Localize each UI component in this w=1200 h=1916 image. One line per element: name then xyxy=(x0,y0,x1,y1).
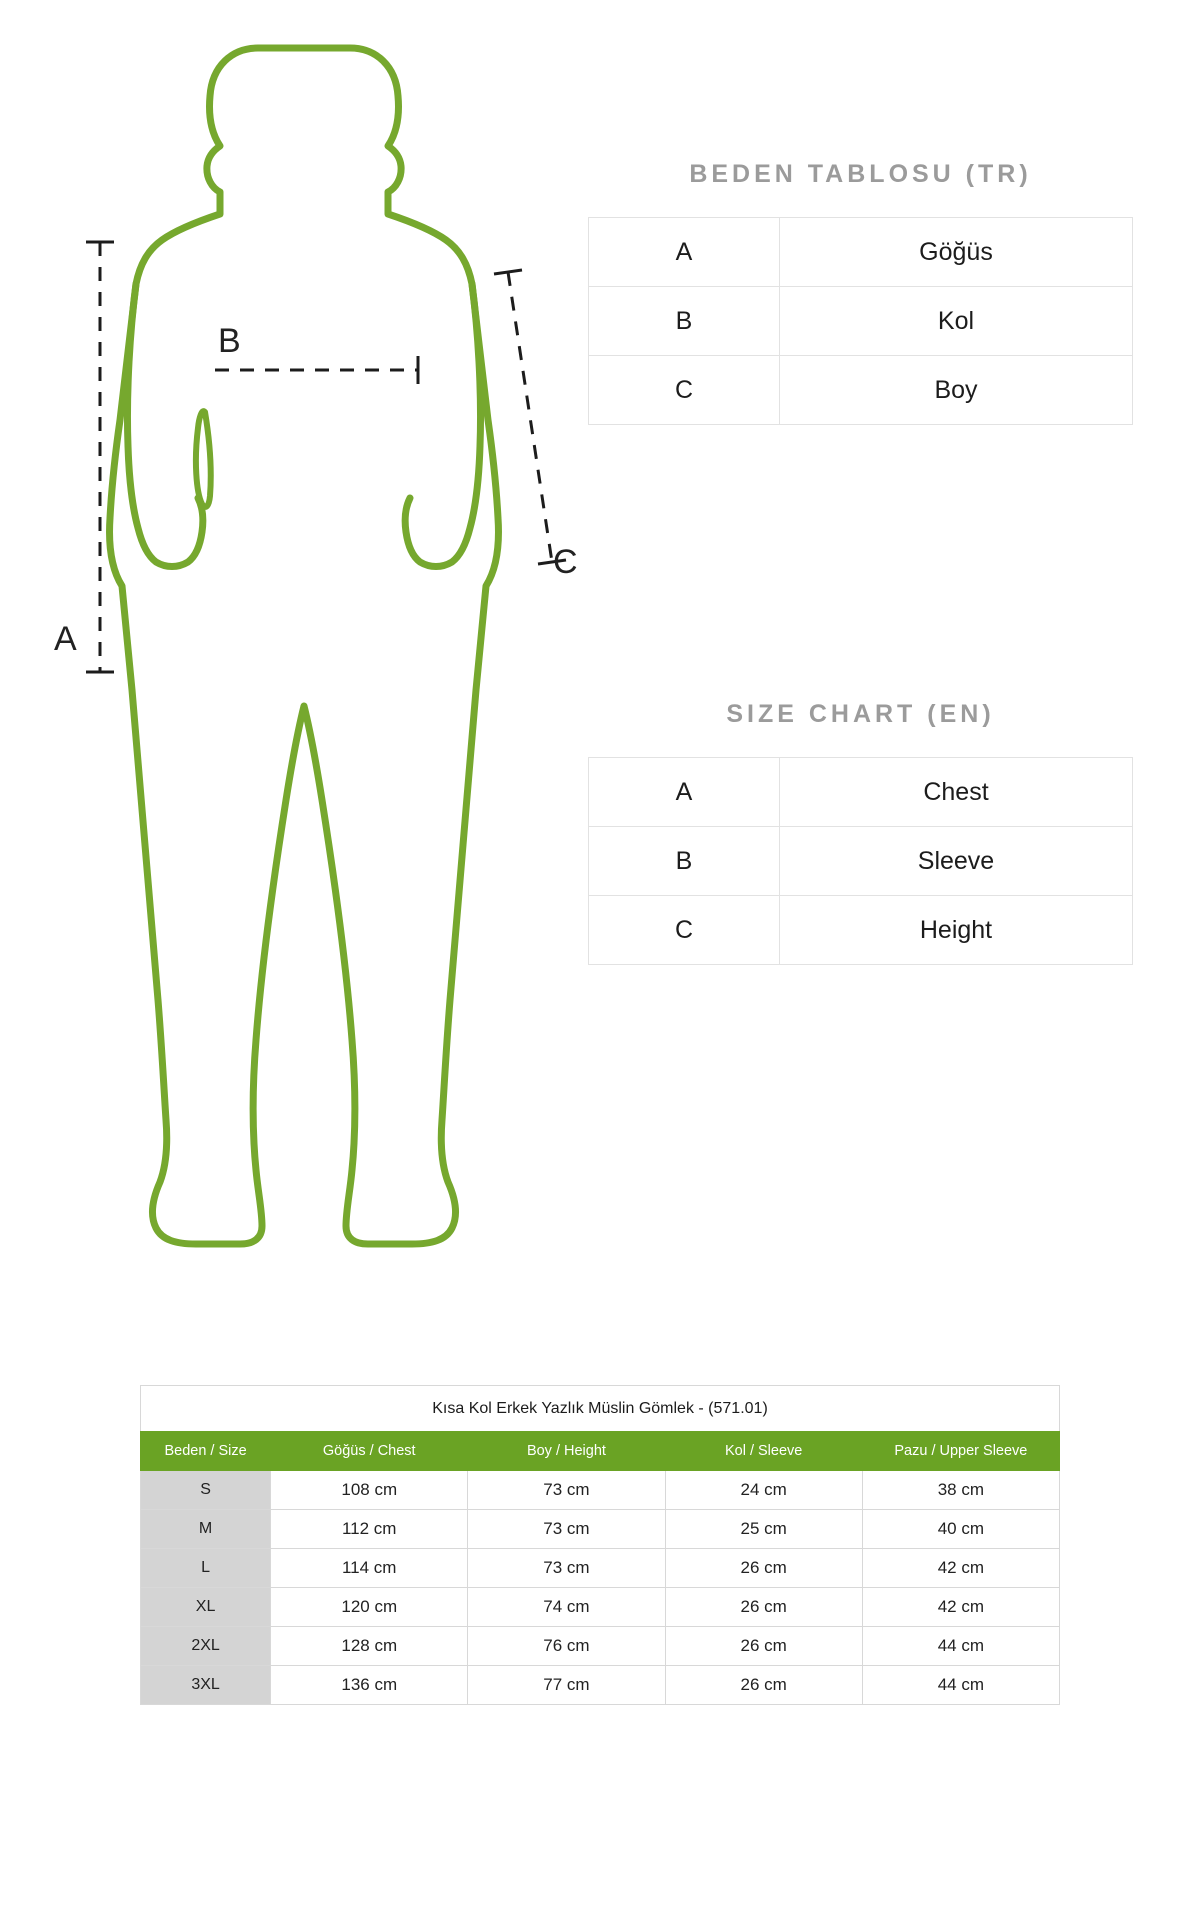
dimension-line-c xyxy=(494,270,566,564)
legend-en-label: Chest xyxy=(780,758,1133,827)
legend-tr-label: Göğüs xyxy=(780,218,1133,287)
cell-size: XL xyxy=(141,1588,271,1627)
cell-sleeve: 25 cm xyxy=(665,1510,862,1549)
legend-en-title: SIZE CHART (EN) xyxy=(726,700,995,728)
legend-tr-block xyxy=(588,160,1133,425)
cell-chest: 136 cm xyxy=(271,1666,468,1705)
cell-size: S xyxy=(141,1471,271,1510)
cell-height: 73 cm xyxy=(468,1510,665,1549)
header-height: Boy / Height xyxy=(468,1432,665,1471)
dimension-line-a xyxy=(86,242,114,672)
legend-tr-table xyxy=(588,217,1133,425)
measurement-diagram xyxy=(0,0,600,1330)
cell-height: 73 cm xyxy=(468,1549,665,1588)
legend-en-block xyxy=(588,700,1133,965)
legend-en-letter: A xyxy=(589,758,780,827)
header-chest: Göğüs / Chest xyxy=(271,1432,468,1471)
size-table-header-row xyxy=(141,1432,1060,1471)
cell-size: 3XL xyxy=(141,1666,271,1705)
dimension-label-c: C xyxy=(553,543,578,581)
cell-sleeve: 26 cm xyxy=(665,1588,862,1627)
cell-size: 2XL xyxy=(141,1627,271,1666)
table-row xyxy=(589,758,1133,827)
cell-sleeve: 26 cm xyxy=(665,1627,862,1666)
legend-tr-letter: A xyxy=(589,218,780,287)
legend-tr-letter: B xyxy=(589,287,780,356)
table-row xyxy=(589,287,1133,356)
cell-chest: 114 cm xyxy=(271,1549,468,1588)
table-row xyxy=(141,1666,1060,1705)
legend-en-table xyxy=(588,757,1133,965)
size-table xyxy=(140,1385,1060,1705)
legend-en-label: Height xyxy=(780,896,1133,965)
male-body-outline-icon xyxy=(0,0,600,1330)
cell-upper-sleeve: 44 cm xyxy=(862,1627,1059,1666)
cell-size: L xyxy=(141,1549,271,1588)
table-row xyxy=(589,356,1133,425)
cell-upper-sleeve: 42 cm xyxy=(862,1549,1059,1588)
header-sleeve: Kol / Sleeve xyxy=(665,1432,862,1471)
size-table-caption: Kısa Kol Erkek Yazlık Müslin Gömlek - (571.01) xyxy=(140,1385,1060,1431)
header-upper-sleeve: Pazu / Upper Sleeve xyxy=(862,1432,1059,1471)
table-row xyxy=(141,1510,1060,1549)
cell-height: 74 cm xyxy=(468,1588,665,1627)
cell-chest: 112 cm xyxy=(271,1510,468,1549)
table-row xyxy=(589,827,1133,896)
table-row xyxy=(141,1627,1060,1666)
cell-chest: 120 cm xyxy=(271,1588,468,1627)
cell-height: 76 cm xyxy=(468,1627,665,1666)
cell-upper-sleeve: 38 cm xyxy=(862,1471,1059,1510)
table-row xyxy=(589,896,1133,965)
cell-sleeve: 26 cm xyxy=(665,1666,862,1705)
legend-tr-title: BEDEN TABLOSU (TR) xyxy=(689,160,1032,188)
dimension-label-a: A xyxy=(54,620,77,658)
table-row xyxy=(141,1588,1060,1627)
cell-upper-sleeve: 40 cm xyxy=(862,1510,1059,1549)
size-table-wrapper xyxy=(140,1385,1060,1705)
legend-tr-label: Kol xyxy=(780,287,1133,356)
legend-en-letter: C xyxy=(589,896,780,965)
cell-chest: 108 cm xyxy=(271,1471,468,1510)
legend-tr-label: Boy xyxy=(780,356,1133,425)
dimension-line-b xyxy=(215,356,418,384)
cell-size: M xyxy=(141,1510,271,1549)
cell-chest: 128 cm xyxy=(271,1627,468,1666)
cell-sleeve: 24 cm xyxy=(665,1471,862,1510)
cell-sleeve: 26 cm xyxy=(665,1549,862,1588)
table-row xyxy=(141,1471,1060,1510)
cell-height: 77 cm xyxy=(468,1666,665,1705)
header-size: Beden / Size xyxy=(141,1432,271,1471)
table-row xyxy=(589,218,1133,287)
cell-height: 73 cm xyxy=(468,1471,665,1510)
table-row xyxy=(141,1549,1060,1588)
legend-en-letter: B xyxy=(589,827,780,896)
legend-tr-letter: C xyxy=(589,356,780,425)
legend-en-label: Sleeve xyxy=(780,827,1133,896)
dimension-label-b: B xyxy=(218,322,241,360)
cell-upper-sleeve: 44 cm xyxy=(862,1666,1059,1705)
cell-upper-sleeve: 42 cm xyxy=(862,1588,1059,1627)
